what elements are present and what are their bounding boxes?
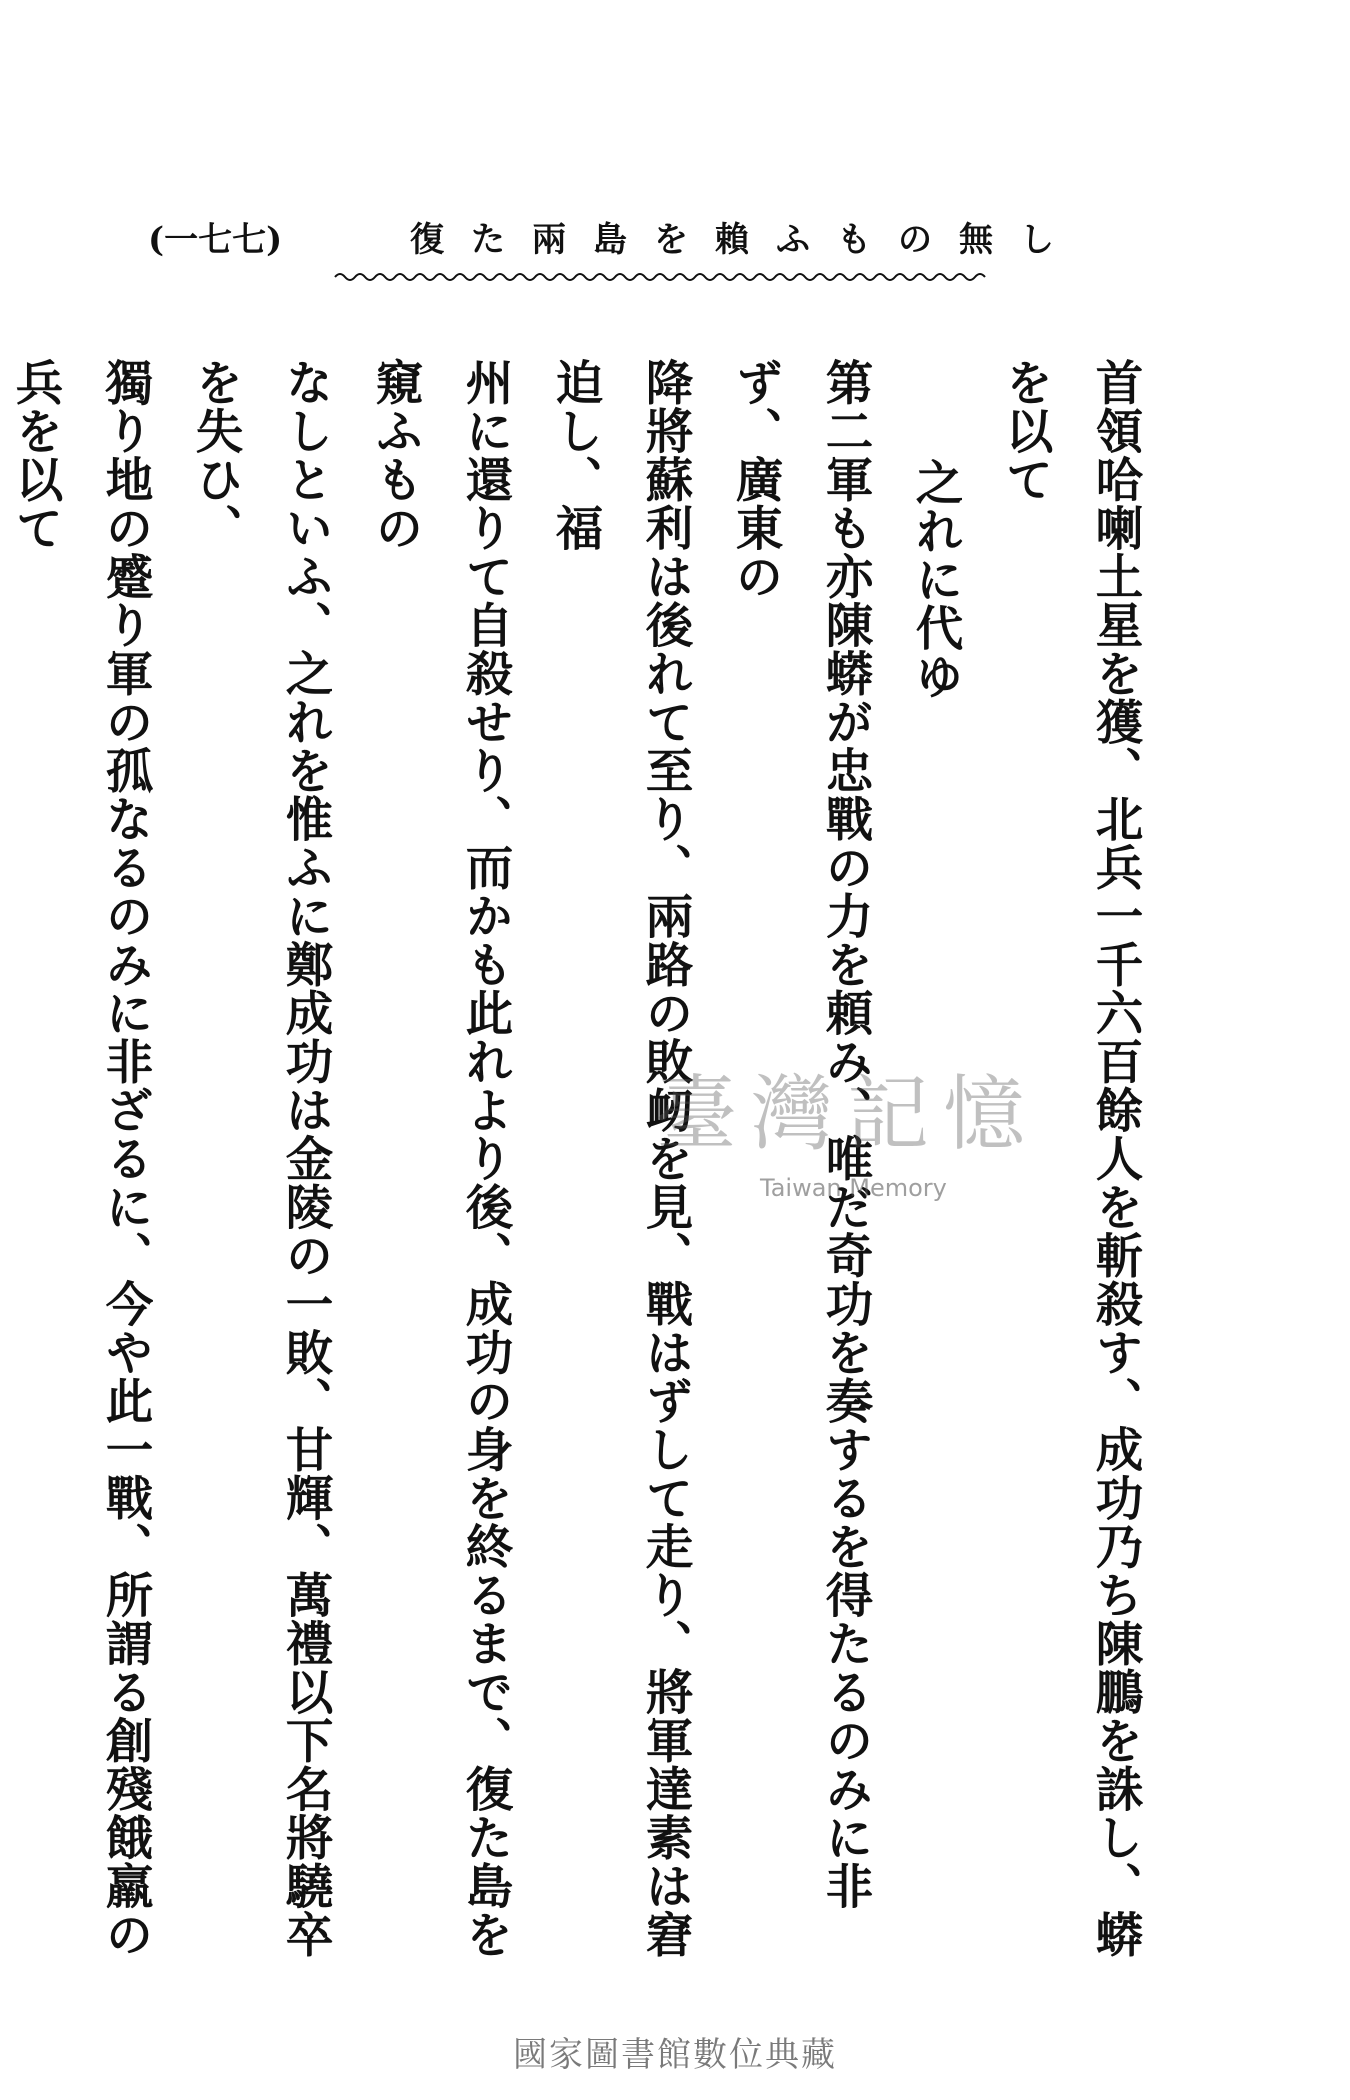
page-number: (一七七) xyxy=(148,220,283,260)
footer-collection-label: 國家圖書館數位典藏 xyxy=(513,2035,837,2075)
text-column: 降將蘇利は後れて至り、兩路の敗衂を見、戰はずして走り、將軍達素は窘迫し、福 xyxy=(547,358,693,1959)
text-column: なしといふ、之れを惟ふに鄭成功は金陵の一敗、甘輝、萬禮以下名將驍卒を失ひ、 xyxy=(187,358,333,1959)
text-column: 獨り地の蹙り軍の孤なるのみに非ざるに、今や此一戰、所謂る創殘餓羸の兵を以て xyxy=(7,358,153,1959)
text-column: 州に還りて自殺せり、而かも此れより後、成功の身を終るまで、復た島を窺ふもの xyxy=(367,358,513,1959)
text-column: 第二軍も亦陳蟒が忠戰の力を頼み、唯だ奇功を奏するを得たるのみに非ず、廣東の xyxy=(727,358,873,1910)
watermark-logo: 臺灣記憶 xyxy=(655,1067,1040,1162)
text-column: 首領哈喇土星を獲、北兵一千六百餘人を斬殺す、成功乃ち陳鵬を誅し、蟒を以て xyxy=(997,358,1143,1959)
running-header-title: 復た兩島を賴ふもの無し xyxy=(410,220,1081,260)
wavy-divider xyxy=(335,270,985,284)
watermark-label: Taiwan Memory xyxy=(760,1174,947,1202)
text-column: 之れに代ゆ xyxy=(907,458,963,701)
